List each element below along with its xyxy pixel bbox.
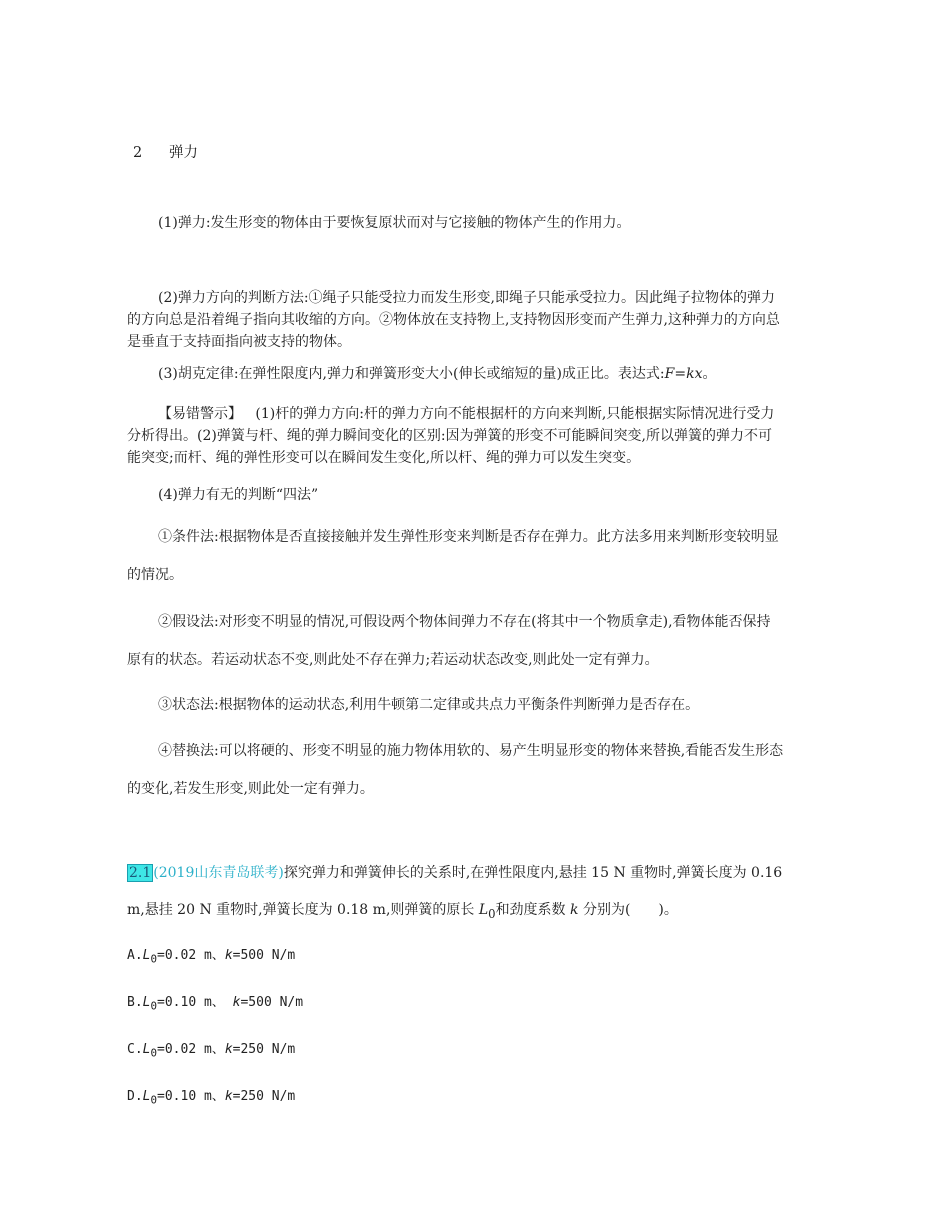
method-condition-line1: ①条件法:根据物体是否直接接触并发生弹性形变来判断是否存在弹力。此方法多用来判断形变较明显 — [158, 529, 779, 545]
method-assumption-line1: ②假设法:对形变不明显的情况,可假设两个物体间弹力不存在(将其中一个物质拿走),看物体能否保持 — [158, 614, 771, 630]
question-line1 — [127, 862, 782, 884]
option-var-k: k — [224, 1042, 233, 1057]
warning-line1 — [158, 403, 774, 425]
paragraph-direction-line1: (2)弹力方向的判断方法:①绳子只能受拉力而发生形变,即绳子只能承受拉力。因此绳子拉物体的弹力 — [158, 290, 775, 306]
question-text2a: m,悬挂 20 N 重物时,弹簧长度为 0.18 m,则弹簧的原长 — [127, 902, 479, 918]
option-var-L: L — [142, 1089, 151, 1104]
section-heading — [133, 142, 198, 164]
question-line2 — [127, 899, 678, 925]
option-var-k: k — [224, 1089, 233, 1104]
hooke-text: (3)胡克定律:在弹性限度内,弹力和弹簧形变大小(伸长或缩短的量)成正比。表达式: — [158, 366, 665, 382]
option-value2: =250 N/m — [232, 1089, 296, 1104]
section-title: 弹力 — [169, 145, 198, 161]
method-replace-line2: 的变化,若发生形变,则此处一定有弹力。 — [127, 781, 374, 797]
section-number: 2 — [133, 145, 143, 161]
option-var-k: k — [224, 948, 233, 963]
method-condition-line2: 的情况。 — [127, 567, 183, 583]
question-text2b: 和劲度系数 — [495, 902, 571, 918]
option-value1: =0.02 m、 — [157, 1042, 225, 1057]
method-assumption-line2: 原有的状态。若运动状态不变,则此处不存在弹力;若运动状态改变,则此处一定有弹力。 — [127, 652, 659, 668]
option-value2: =500 N/m — [232, 948, 296, 963]
paragraph-direction-line3: 是垂直于支持面指向被支持的物体。 — [127, 334, 351, 350]
warning-line2: 分析得出。(2)弹簧与杆、绳的弹力瞬间变化的区别:因为弹簧的形变不可能瞬间突变,所以弹簧的弹力不可 — [127, 428, 772, 444]
option-letter: D. — [127, 1089, 143, 1104]
option-var-L-sub: 0 — [150, 1046, 158, 1060]
question-id-link[interactable]: 2.1 — [129, 865, 152, 881]
option-c[interactable] — [127, 1039, 295, 1065]
option-var-L-sub: 0 — [150, 1093, 158, 1107]
warning-line3: 能突变;而杆、绳的弹性形变可以在瞬间发生变化,所以杆、绳的弹力可以发生突变。 — [127, 450, 641, 466]
option-d[interactable] — [127, 1086, 295, 1112]
method-state: ③状态法:根据物体的运动状态,利用牛顿第二定律或共点力平衡条件判断弹力是否存在。 — [158, 697, 700, 713]
question-source: (2019山东青岛联考) — [153, 865, 284, 881]
var-k: k — [570, 902, 579, 918]
option-value2: =500 N/m — [240, 995, 304, 1010]
question-text1: 探究弹力和弹簧伸长的关系时,在弹性限度内,悬挂 15 N 重物时,弹簧长度为 0.16 — [283, 865, 783, 881]
option-letter: B. — [127, 995, 143, 1010]
option-b[interactable] — [127, 992, 303, 1018]
option-var-L: L — [142, 1042, 151, 1057]
option-value1: =0.10 m、 — [157, 995, 233, 1010]
hooke-formula: F=kx — [664, 366, 703, 382]
warning-text1: (1)杆的弹力方向:杆的弹力方向不能根据杆的方向来判断,只能根据实际情况进行受力 — [255, 406, 775, 422]
option-var-L: L — [142, 948, 151, 963]
warning-label: 【易错警示】 — [158, 406, 242, 422]
option-value1: =0.10 m、 — [157, 1089, 225, 1104]
var-L-sub: 0 — [488, 906, 496, 921]
option-a[interactable] — [127, 945, 295, 971]
option-var-k: k — [232, 995, 241, 1010]
option-letter: A. — [127, 948, 143, 963]
paragraph-direction-line2: 的方向总是沿着绳子指向其收缩的方向。②物体放在支持物上,支持物因形变而产生弹力,这种弹力的方向总 — [127, 312, 780, 328]
paragraph-four-methods: (4)弹力有无的判断“四法” — [158, 487, 319, 503]
var-L: L — [478, 902, 489, 918]
question-text2c: 分别为( )。 — [578, 902, 678, 918]
hooke-end: 。 — [702, 366, 717, 382]
paragraph-hooke-law — [158, 363, 716, 385]
option-value2: =250 N/m — [232, 1042, 296, 1057]
option-var-L-sub: 0 — [150, 999, 158, 1013]
option-var-L-sub: 0 — [150, 952, 158, 966]
method-replace-line1: ④替换法:可以将硬的、形变不明显的施力物体用软的、易产生明显形变的物体来替换,看能否发生形态 — [158, 743, 784, 759]
paragraph-definition: (1)弹力:发生形变的物体由于要恢复原状而对与它接触的物体产生的作用力。 — [158, 215, 631, 231]
option-value1: =0.02 m、 — [157, 948, 225, 963]
option-var-L: L — [142, 995, 151, 1010]
option-letter: C. — [127, 1042, 143, 1057]
